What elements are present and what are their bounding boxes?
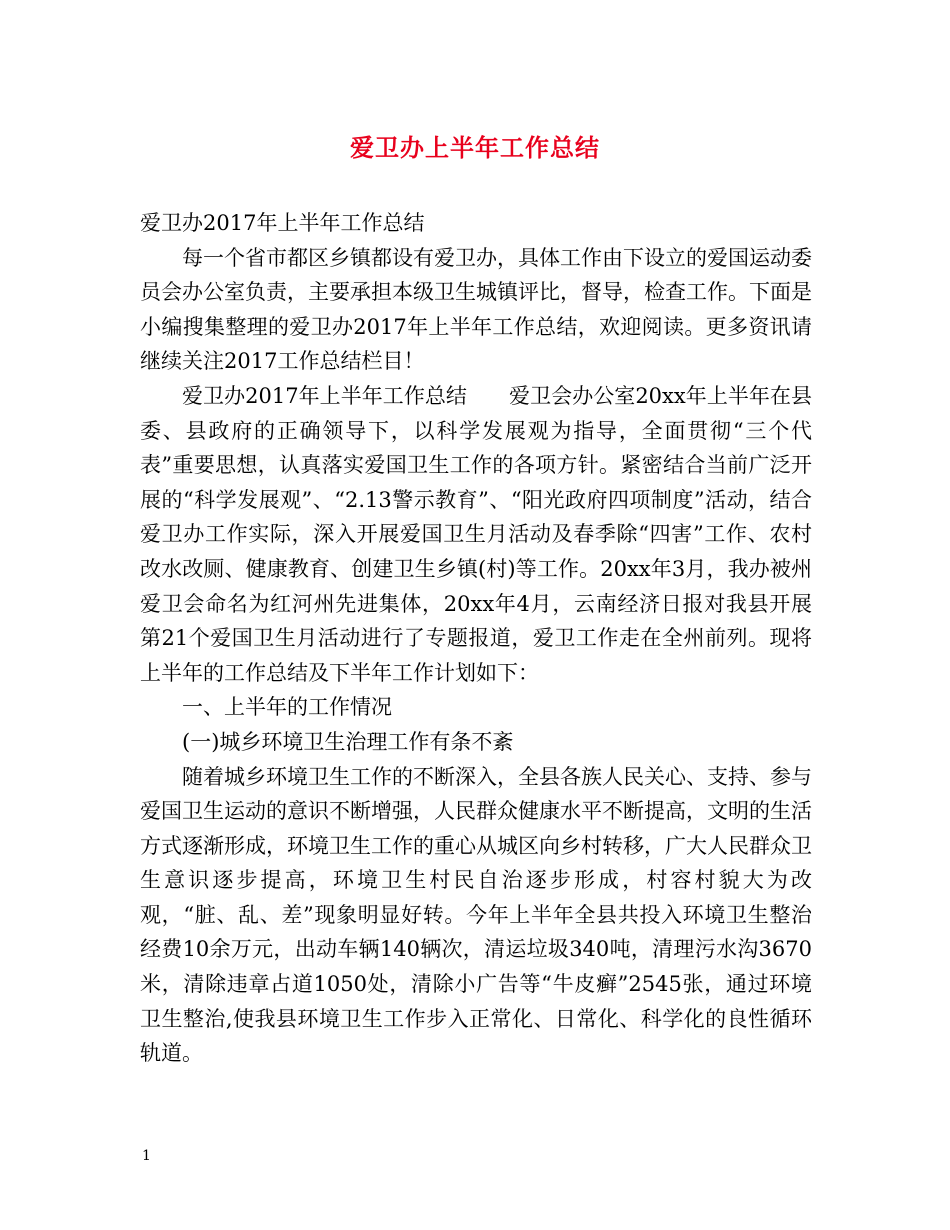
paragraph-subtitle: 爱卫办2017年上半年工作总结: [140, 211, 425, 235]
page-number: 1: [142, 1148, 151, 1164]
section-heading: 一、上半年的工作情况: [182, 695, 392, 720]
paragraph-environment: 随着城乡环境卫生工作的不断深入，全县各族人民关心、支持、参与爱国卫生运动的意识不断增强，人民群众健康水平不断提高，文明的生活方式逐渐形成，环境卫生工作的重心从城区向乡村转移，广大人民群众卫生意识逐步提高，环境卫生村民自治逐步形成，村容村貌大为改观，“脏、乱、差”现象明显好转。今年上半年全县共投入环境卫生整治经费10余万元，出动车辆140辆次，清运垃圾340吨，清理污水沟3670米，清除违章占道1050处，清除小广告等“牛皮癣”2545张，通过环境卫生整治,使我县环境卫生工作步入正常化、日常化、科学化的良性循环轨道。: [140, 764, 812, 1066]
subsection-heading: (一)城乡环境卫生治理工作有条不紊: [182, 729, 514, 754]
paragraph-summary: 爱卫办2017年上半年工作总结 爱卫会办公室20xx年上半年在县委、县政府的正确领导下，以科学发展观为指导，全面贯彻“三个代表”重要思想，认真落实爱国卫生工作的各项方针。紧密结合当前广泛开展的“科学发展观”、“2.13警示教育”、“阳光政府四项制度”活动，结合爱卫办工作实际，深入开展爱国卫生月活动及春季除“四害”工作、农村改水改厕、健康教育、创建卫生乡镇(村)等工作。20xx年3月，我办被州爱卫会命名为红河州先进集体，20xx年4月，云南经济日报对我县开展第21个爱国卫生月活动进行了专题报道，爱卫工作走在全州前列。现将上半年的工作总结及下半年工作计划如下：: [140, 383, 812, 685]
document-body: [140, 206, 812, 1071]
paragraph-intro: 每一个省市都区乡镇都设有爱卫办，具体工作由下设立的爱国运动委员会办公室负责，主要承担本级卫生城镇评比，督导，检查工作。下面是小编搜集整理的爱卫办2017年上半年工作总结，欢迎阅读。更多资讯请继续关注2017工作总结栏目！: [140, 245, 812, 374]
document-title: 爱卫办上半年工作总结: [350, 133, 600, 162]
